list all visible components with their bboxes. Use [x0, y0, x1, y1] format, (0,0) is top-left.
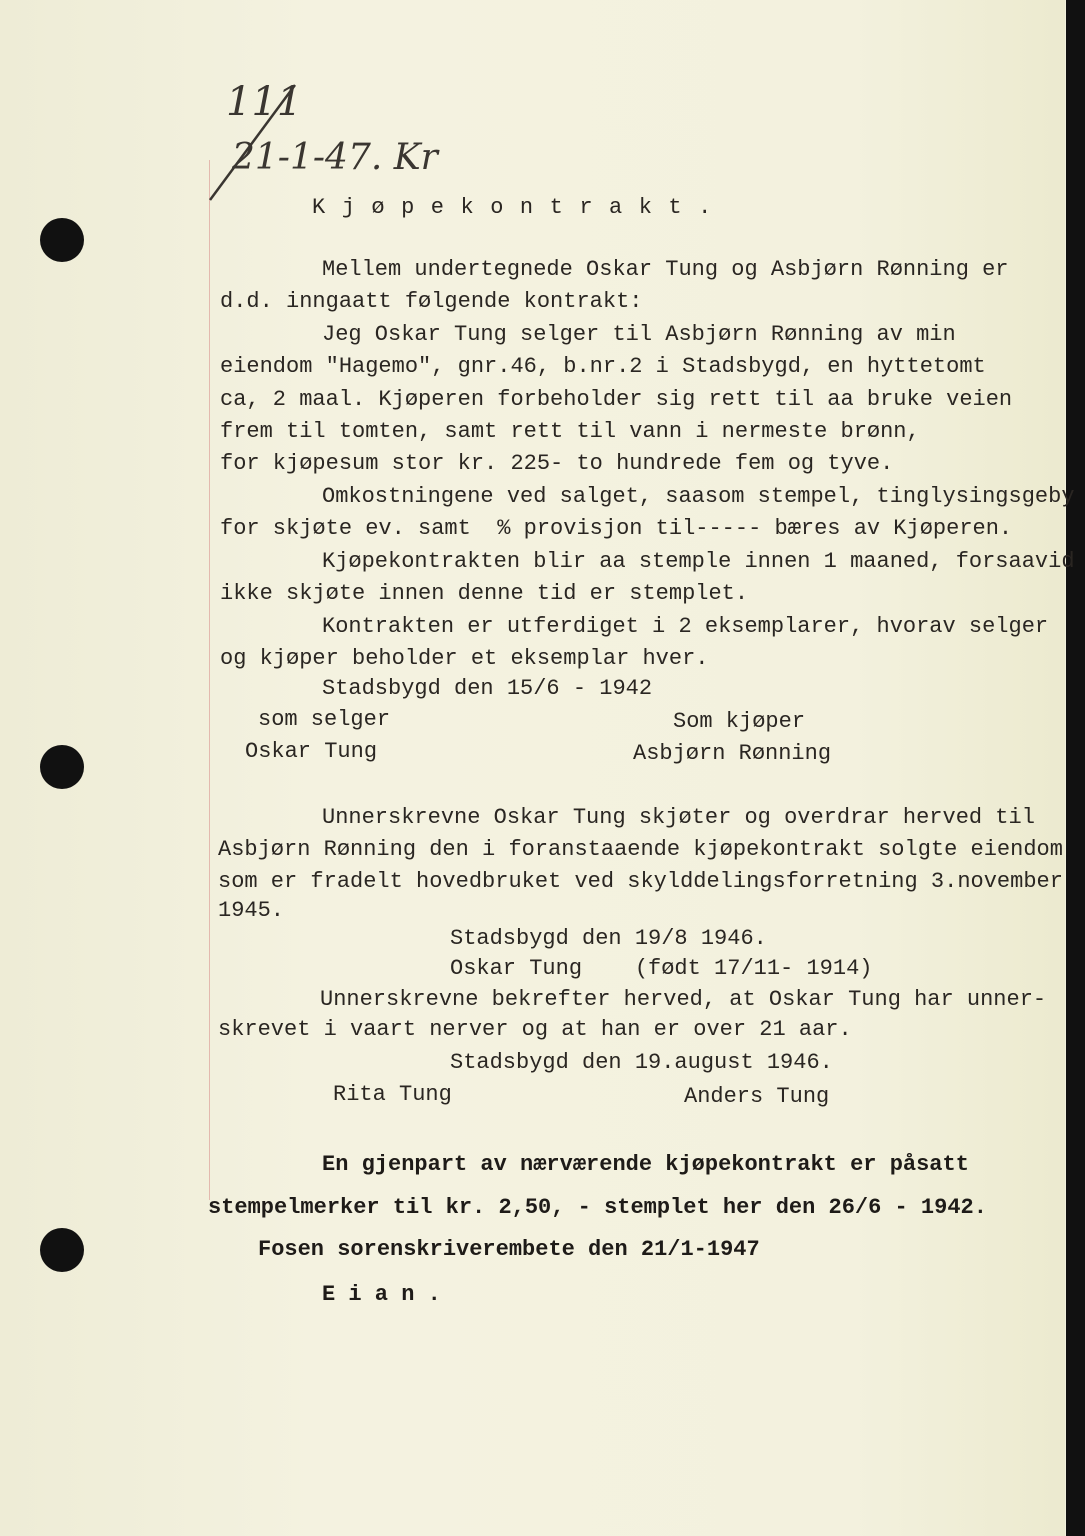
punch-hole — [40, 1228, 84, 1272]
stamp-note-line: stempelmerker til kr. 2,50, - stemplet her den 26/6 - 1942. — [208, 1195, 987, 1220]
document-title: Kjøpekontrakt. — [312, 195, 728, 220]
signature-line: Oskar Tung (født 17/11- 1914) — [450, 956, 873, 981]
punch-hole — [40, 218, 84, 262]
text-line: 1945. — [218, 898, 285, 923]
stamp-note-line: En gjenpart av nærværende kjøpekontrakt er påsatt — [322, 1152, 969, 1177]
text-line: ca, 2 maal. Kjøperen forbeholder sig rett til aa bruke veien — [220, 387, 1013, 412]
handwritten-slash — [205, 80, 305, 210]
text-line: frem til tomten, samt rett til vann i nermeste brønn, — [220, 419, 920, 444]
handwritten-number: 111 — [226, 79, 303, 125]
witness-name: Rita Tung — [333, 1082, 452, 1107]
place-date: Stadsbygd den 19.august 1946. — [450, 1050, 833, 1075]
stamp-note-line: Fosen sorenskriverembete den 21/1-1947 — [258, 1237, 760, 1262]
text-line: Asbjørn Rønning den i foranstaaende kjøpekontrakt solgte eiendom — [218, 837, 1063, 862]
text-line: Mellem undertegnede Oskar Tung og Asbjørn Rønning er — [322, 257, 1009, 282]
text-line: ikke skjøte innen denne tid er stemplet. — [220, 581, 749, 606]
text-line: og kjøper beholder et eksemplar hver. — [220, 646, 709, 671]
place-date: Stadsbygd den 15/6 - 1942 — [322, 676, 653, 701]
text-line: skrevet i vaart nerver og at han er over 21 aar. — [218, 1017, 852, 1042]
margin-line — [209, 160, 210, 1200]
scan-edge — [1066, 0, 1085, 1536]
text-line: Omkostningene ved salget, saasom stempel, tinglysingsgeby — [322, 484, 1075, 509]
text-line: Kontrakten er utferdiget i 2 eksemplarer, hvorav selger — [322, 614, 1049, 639]
text-line: Unnerskrevne bekrefter herved, at Oskar Tung har unner- — [320, 987, 1047, 1012]
place-date: Stadsbygd den 19/8 1946. — [450, 926, 767, 951]
seller-label: som selger — [258, 707, 391, 732]
buyer-label: Som kjøper — [673, 709, 806, 734]
text-line: d.d. inngaatt følgende kontrakt: — [220, 289, 643, 314]
text-line: for skjøte ev. samt % provisjon til----- bæres av Kjøperen. — [220, 516, 1013, 541]
text-line: Jeg Oskar Tung selger til Asbjørn Rønning av min — [322, 322, 956, 347]
text-line: for kjøpesum stor kr. 225- to hundrede fem og tyve. — [220, 451, 894, 476]
text-line: eiendom "Hagemo", gnr.46, b.nr.2 i Stadsbygd, en hyttetomt — [220, 354, 986, 379]
text-line: Unnerskrevne Oskar Tung skjøter og overdrar herved til — [322, 805, 1035, 830]
handwritten-date: 21-1-47. Kr — [232, 137, 438, 178]
witness-name: Anders Tung — [684, 1084, 830, 1109]
text-line: Kjøpekontrakten blir aa stemple innen 1 maaned, forsaavid — [322, 549, 1075, 574]
seller-name: Oskar Tung — [245, 739, 378, 764]
punch-hole — [40, 745, 84, 789]
buyer-name: Asbjørn Rønning — [633, 741, 832, 766]
text-line: som er fradelt hovedbruket ved skylddelingsforretning 3.november — [218, 869, 1063, 894]
registrar-signature: E i a n . — [322, 1282, 441, 1307]
